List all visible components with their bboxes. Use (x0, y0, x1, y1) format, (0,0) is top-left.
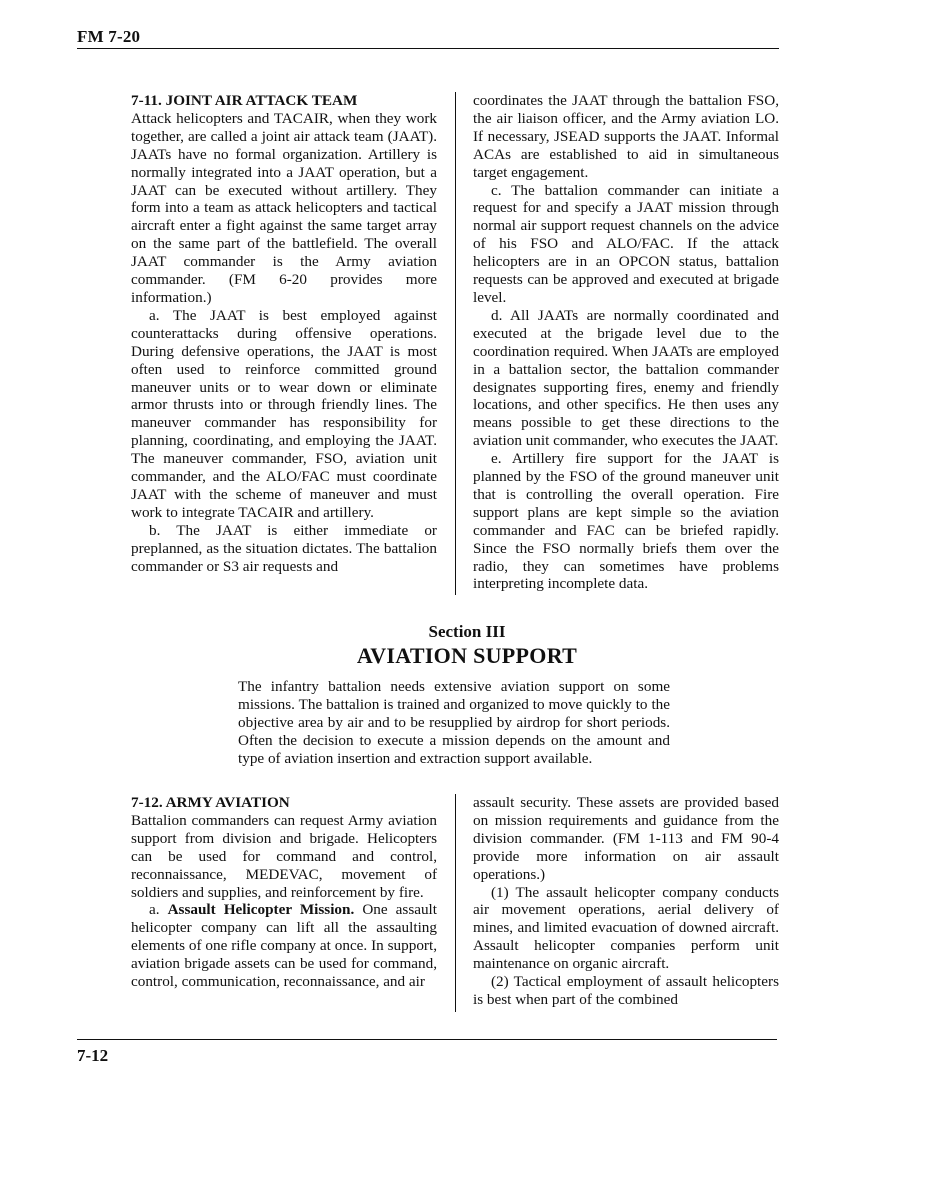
section-number: Section III (428, 622, 506, 641)
section-711-paragraph-e: e. Artillery fire support for the JAAT is planned by the FSO of the ground maneuver unit that is controlling the overall operation. Fire support plans are kept simple so the aviation commander and FAC can be briefed rapidly. Since the FSO normally briefs them over the radio, they can sometimes have problems interpreting incomplete data. (473, 450, 779, 593)
section-712-paragraph-1: (1) The assault helicopter company conducts air movement operations, aerial delivery of mines, and limited evacuation of downed aircraft. Assault helicopter companies perform unit maintenance on organic aircraft. (473, 883, 779, 973)
section-712-title: 7-12. ARMY AVIATION (131, 794, 290, 811)
section-711-right-column (473, 92, 779, 593)
section-711-paragraph-c: c. The battalion commander can initiate a request for and specify a JAAT mission through normal air support request channels on the advice of his FSO and ALO/FAC. If the attack helicopters are in an OPCON status, battalion requests can be approved and executed at brigade level. (473, 181, 779, 306)
section-711-paragraph-b: b. The JAAT is either immediate or preplanned, as the situation dictates. The battalion commander or S3 air requests and (131, 521, 437, 575)
section-712-paragraph: Battalion commanders can request Army aviation support from division and brigade. Helicopters can be used for command and control, reconnaissance, MEDEVAC, movement of soldiers and supplies, and reinforcement by fire. (131, 811, 437, 901)
section-712-paragraph-2: (2) Tactical employment of assault helicopters is best when part of the combined (473, 973, 779, 1008)
section-711-left-column (131, 92, 437, 575)
assault-helicopter-mission-heading: Assault Helicopter Mission. (167, 901, 355, 919)
section-712-paragraph-a-cont: assault security. These assets are provided based on mission requirements and guidance from the division commander. (FM 1-113 and FM 90-4 provide more information on air assault operations.) (473, 794, 779, 883)
column-divider (455, 92, 456, 595)
section-intro: The infantry battalion needs extensive aviation support on some missions. The battalion is trained and organized to move quickly to the objective area by air and to be resupplied by airdrop for short periods. Often the decision to execute a mission depends on the amount and type of aviation insertion and extraction support available. (238, 678, 670, 767)
header-rule (77, 48, 779, 49)
footer-rule (77, 1039, 777, 1040)
page-number: 7-12 (77, 1046, 109, 1065)
paragraph-a-lead: a. (149, 901, 168, 919)
section-711-paragraph-a: a. The JAAT is best employed against counterattacks during offensive operations. During defensive operations, the JAAT is most often used to reinforce committed ground maneuver units or to wear down or eliminate armor thrusts into or through friendly lines. The maneuver commander has responsibility for planning, coordinating, and employing the JAAT. The maneuver commander, FSO, aviation unit commander, and the ALO/FAC must coordinate JAAT with the scheme of maneuver and must work to integrate TACAIR and artillery. (131, 306, 437, 521)
running-header: FM 7-20 (77, 27, 141, 46)
column-divider-2 (455, 794, 456, 1012)
section-711-paragraph: Attack helicopters and TACAIR, when they work together, are called a joint air attack team (JAAT). JAATs have no formal organization. Artillery is normally integrated into a JAAT operation, but a JAAT can be executed without artillery. They form into a team as attack helicopters and tactical aircraft enter a fight against the same target array on the same part of the battlefield. The overall JAAT commander is the Army aviation commander. (FM 6-20 provides more information.) (131, 109, 437, 306)
section-711-paragraph-b-cont: coordinates the JAAT through the battalion FSO, the air liaison officer, and the Army aviation LO. If necessary, JSEAD supports the JAAT. Informal ACAs are established to aid in simultaneous target engagement. (473, 92, 779, 181)
section-711-paragraph-d: d. All JAATs are normally coordinated and executed at the brigade level due to the coordination required. When JAATs are employed in a battalion sector, the battalion commander designates supporting fires, enemy and friendly locations, and other specifics. He then uses any means possible to get these directions to the aviation unit commander, who executes the JAAT. (473, 306, 779, 450)
section-711-title: 7-11. JOINT AIR ATTACK TEAM (131, 92, 358, 109)
section-title: AVIATION SUPPORT (356, 643, 578, 668)
section-712-paragraph-a (131, 901, 437, 991)
paragraph-a-text: One assault helicopter company can lift all the assaulting elements of one rifle company at once. In support, aviation brigade assets can be used for command, control, communication, reconnaissance, and air (131, 901, 437, 991)
section-712-left-column (131, 794, 437, 991)
section-712-right-column (473, 794, 779, 1009)
